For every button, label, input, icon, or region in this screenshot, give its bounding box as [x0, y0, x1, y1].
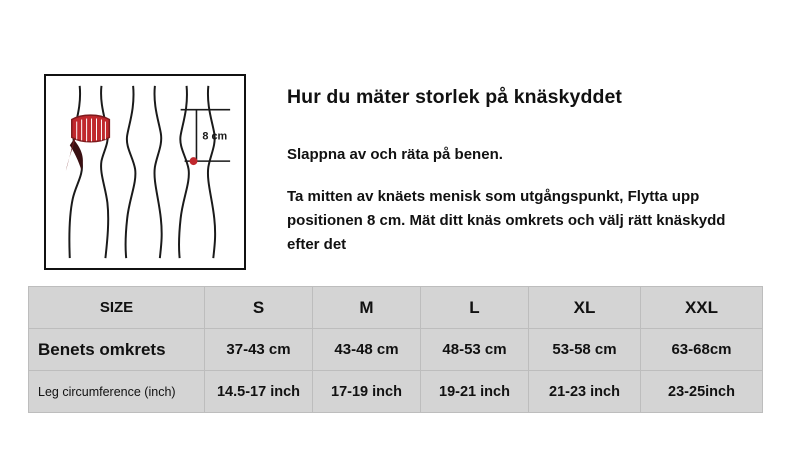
instruction-paragraph-2: Ta mitten av knäets menisk som utgångspunkt, Flytta upp positionen 8 cm. Mät ditt knäs omkrets och välj rätt knäskydd efter det	[287, 188, 726, 254]
cell-inch-xl: 21-23 inch	[529, 371, 641, 413]
measure-label: 8 cm	[202, 130, 228, 143]
header-l: L	[421, 287, 529, 329]
cell-sv-xl: 53-58 cm	[529, 329, 641, 371]
table-header-row	[29, 287, 763, 329]
cell-sv-l: 48-53 cm	[421, 329, 529, 371]
header-m: M	[313, 287, 421, 329]
cell-inch-l: 19-21 inch	[421, 371, 529, 413]
header-xxl: XXL	[641, 287, 763, 329]
cell-sv-m: 43-48 cm	[313, 329, 421, 371]
table-row	[29, 329, 763, 371]
instructions-column	[287, 86, 757, 257]
leg-diagram-svg	[46, 76, 244, 268]
header-s: S	[205, 287, 313, 329]
instruction-paragraph-1: Slappna av och räta på benen.	[287, 146, 503, 164]
cell-inch-m: 17-19 inch	[313, 371, 421, 413]
table-row	[29, 371, 763, 413]
cell-inch-s: 14.5-17 inch	[205, 371, 313, 413]
cell-inch-xxl: 23-25inch	[641, 371, 763, 413]
page-title: Hur du mäter storlek på knäskyddet	[287, 86, 623, 108]
cell-sv-xxl: 63-68cm	[641, 329, 763, 371]
header-size: SIZE	[29, 287, 205, 329]
cell-sv-s: 37-43 cm	[205, 329, 313, 371]
row-label-leg-circumference-inch: Leg circumference (inch)	[29, 371, 205, 413]
header-xl: XL	[529, 287, 641, 329]
size-table	[28, 286, 763, 413]
row-label-leg-circumference-sv: Benets omkrets	[29, 329, 205, 371]
leg-measurement-diagram	[44, 74, 246, 270]
size-table-wrapper	[28, 286, 762, 413]
